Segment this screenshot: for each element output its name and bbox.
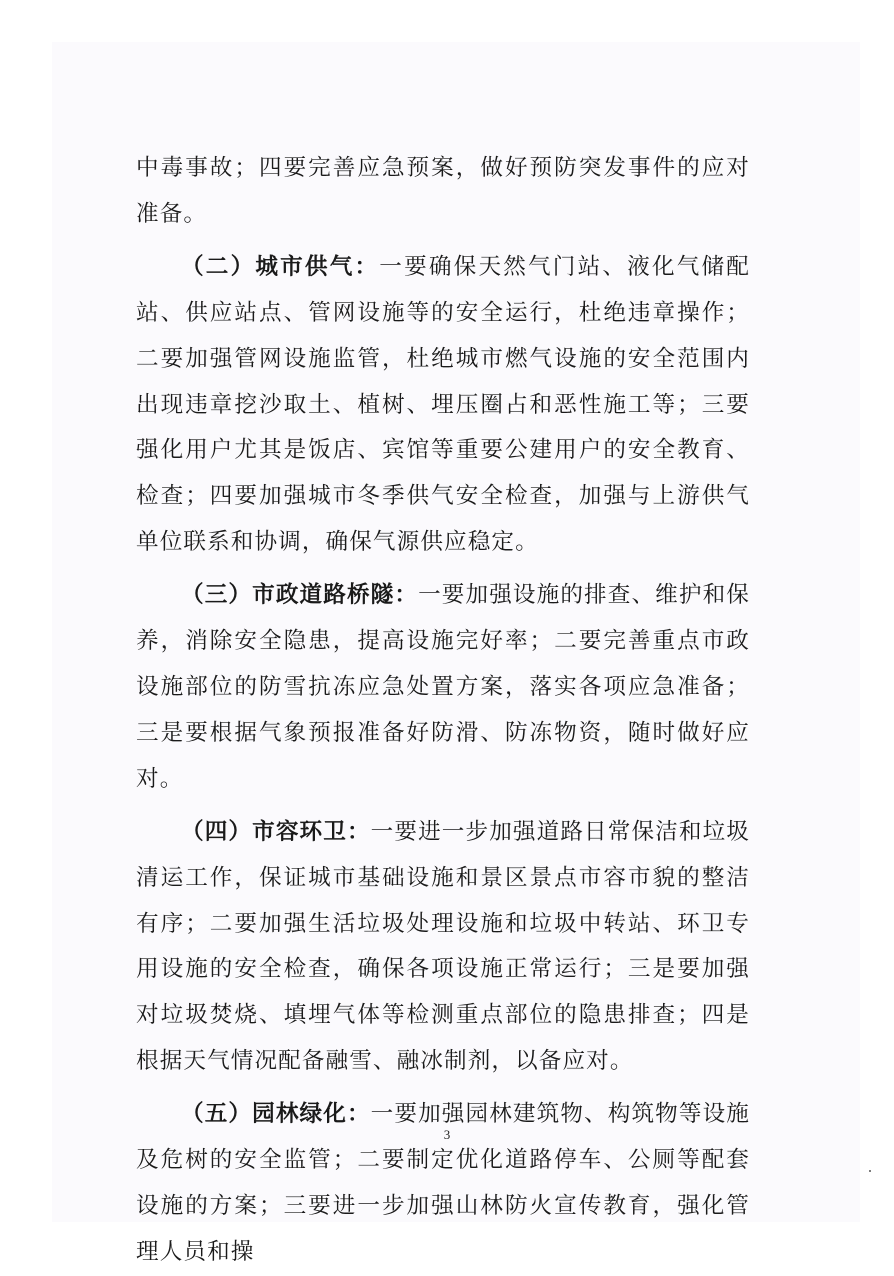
section-heading: （四）市容环卫： xyxy=(181,818,371,845)
section-city-gas xyxy=(136,245,750,566)
section-body: 一要加强园林建筑物、构筑物等设施及危树的安全监管；二要制定优化道路停车、公厕等配套设施的方案；三要进一步加强山林防火宣传教育，强化管理人员和操 xyxy=(136,1101,750,1265)
section-sanitation xyxy=(136,810,750,1085)
section-municipal-roads xyxy=(136,573,750,803)
section-body: 一要确保天然气门站、液化气储配站、供应站点、管网设施等的安全运行，杜绝违章操作；二要加强管网设施监管，杜绝城市燃气设施的安全范围内出现违章挖沙取土、植树、埋压圈占和恶性施工等；三要强化用户尤其是饭店、宾馆等重要公建用户的安全教育、检查；四要加强城市冬季供气安全检查，加强与上游供气单位联系和协调，确保气源供应稳定。 xyxy=(136,253,750,556)
scan-dot xyxy=(869,1170,871,1172)
page-number: 3 xyxy=(443,1127,451,1142)
section-body: 一要进一步加强道路日常保洁和垃圾清运工作，保证城市基础设施和景区景点市容市貌的整洁有序；二要加强生活垃圾处理设施和垃圾中转站、环卫专用设施的安全检查，确保各项设施正常运行；三是要加强对垃圾焚烧、填埋气体等检测重点部位的隐患排查；四是根据天气情况配备融雪、融冰制剂，以备应对。 xyxy=(136,818,750,1075)
section-landscaping xyxy=(136,1092,750,1276)
section-heading: （三）市政道路桥隧： xyxy=(181,582,419,609)
intro-paragraph xyxy=(136,146,750,238)
section-body: 一要加强设施的排查、维护和保养，消除安全隐患，提高设施完好率；二要完善重点市政设施部位的防雪抗冻应急处置方案，落实各项应急准备；三是要根据气象预报准备好防滑、防冻物资，随时做好应对。 xyxy=(136,582,751,792)
section-heading: （五）园林绿化： xyxy=(181,1101,371,1128)
section-heading: （二）城市供气： xyxy=(181,253,380,280)
document-body xyxy=(136,146,750,1276)
intro-text: 中毒事故；四要完善应急预案，做好预防突发事件的应对准备。 xyxy=(136,155,750,227)
